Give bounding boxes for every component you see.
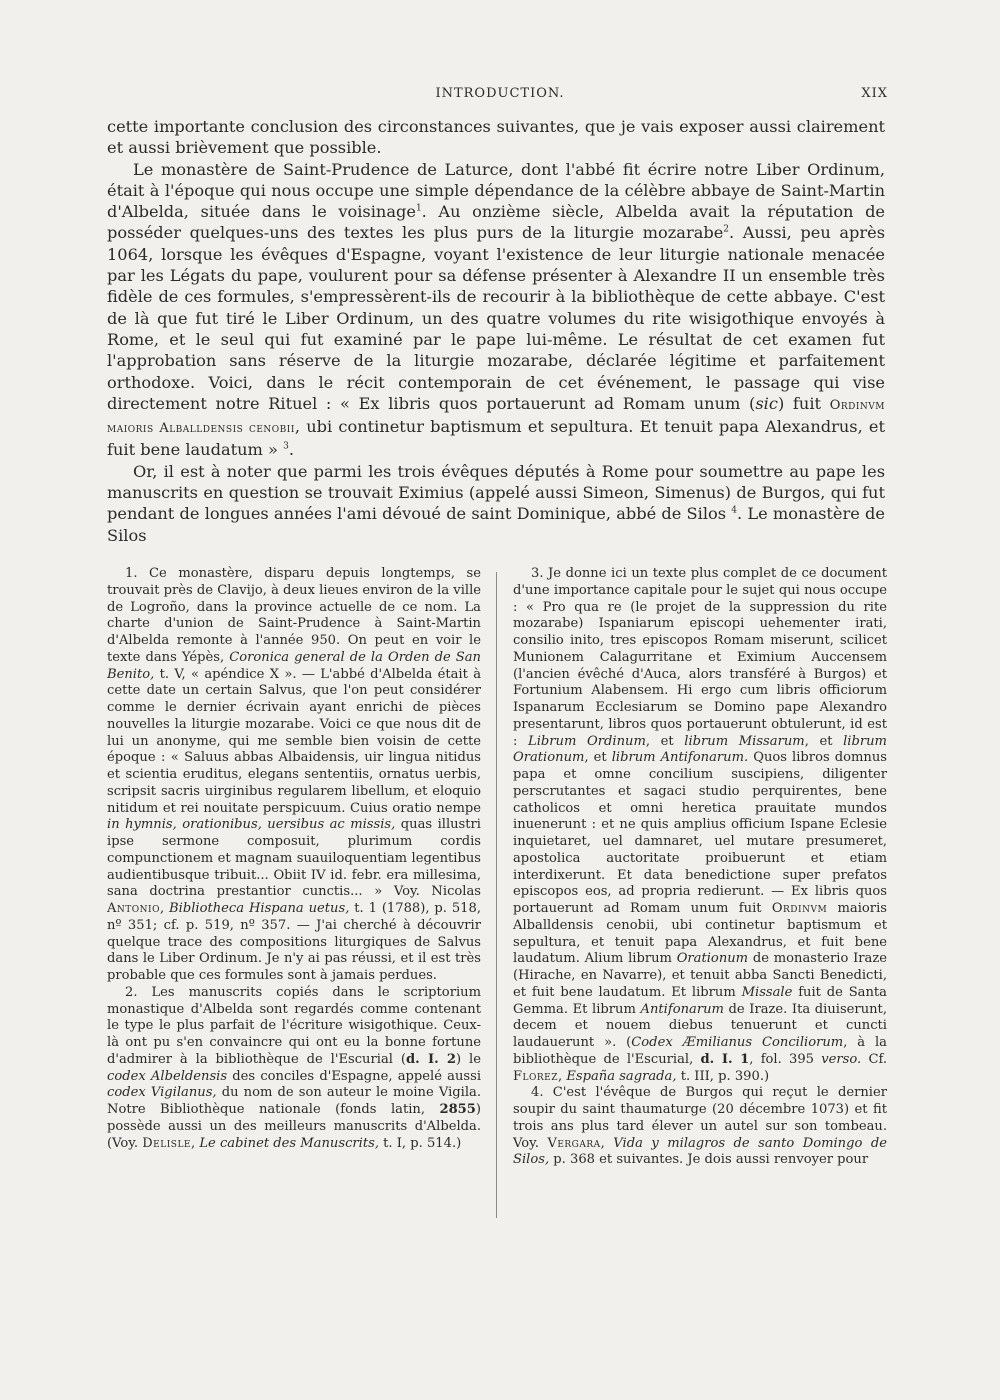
footnote-ref-3[interactable]: 3	[283, 442, 289, 453]
footnote-1: 1. Ce monastère, disparu depuis longtemps, se trouvait près de Clavijo, à deux lieues environ de la ville de Logroño, dans la province actuelle de ce nom. La charte d'union de Saint-Prudence à Saint-Martin d'Albelda remonte à l'année 950. On peut en voir le texte dans Yépès, Coronica general de la Orden de San Benito, t. V, « apéndice X ». — L'abbé d'Albelda était à cette date un certain Salvus, que l'on peut considérer comme le dernier écrivain ayant enrichi de pièces nouvelles la liturgie mozarabe. Voici ce que nous dit de lui un anonyme, qui me semble bien voisin de cette époque : « Saluus abbas Albaidensis, uir lingua nitidus et scientia eruditus, elegans sententiis, ornatus uerbis, scripsit sacris uirginibus regularem libellum, et eloquio nitidum et rei nouitate perspicuum. Cuius oratio nempe in hymnis, orationibus, uersibus ac missis, quas illustri ipse sermone composuit, plurimum cordis compunctionem et magnam suauiloquentiam legentibus audientibusque tribuit... Obiit IV id. febr. era millesima, sana doctrina prestantior cunctis... » Voy. Nicolas Antonio, Bibliotheca Hispana uetus, t. 1 (1788), p. 518, nº 351; cf. p. 519, nº 357. — J'ai cherché à découvrir quelque trace des compositions liturgiques de Salvus dans le Liber Ordinum. Je n'y ai pas réussi, et il est très probable que ces formules sont à jamais perdues.	[107, 566, 482, 983]
footnote-ref-2[interactable]: 2	[723, 225, 730, 236]
paragraph-2: Le monastère de Saint-Prudence de Laturce, dont l'abbé fit écrire notre Liber Ordinum, était à l'époque qui nous occupe une simple dépendance de la célèbre abbaye de Saint-Martin d'Albelda, située dans le voisinage$^1$. Au onzième siècle, Albelda avait la réputation de posséder quelques-uns des textes les plus purs de la liturgie mozarabe$^2$. Aussi, peu après 1064, lorsque les évêques d'Espagne, voyant l'existence de leur liturgie nationale menacée par les Légats du pape, voulurent pour sa défense présenter à Alexandre II un ensemble très fidèle de ces formules, s'empressèrent-ils de recourir à la bibliothèque de cette abbaye. C'est de là que fut tiré le Liber Ordinum, un des quatre volumes du rite wisigothique envoyés à Rome, et le seul qui fut examiné par le pape lui-même. Le résultat de cet examen fut l'approbation sans réserve de la liturgie mozarabe, déclarée légitime et parfaitement orthodoxe. Voici, dans le récit contemporain de cet événement, le passage qui vise directement notre Rituel : « Ex libris quos portauerunt ad Romam unum (sic) fuit Ordinvm maioris Alballdensis cenobii, ubi continetur baptismum et sepultura. Et tenuit papa Alexandrus, et fuit bene laudatum » $^3$.	[107, 159, 886, 460]
footnote-ref-4[interactable]: 4	[731, 505, 738, 516]
footnotes-right-column	[513, 566, 887, 1169]
paragraph-3: Or, il est à noter que parmi les trois évêques députés à Rome pour soumettre au pape les manuscrits en question se trouvait Eximius (appelé aussi Simeon, Simenus) de Burgos, qui fut pendant de longues années l'ami dévoué de saint Dominique, abbé de Silos $^4$. Le monastère de Silos	[107, 461, 885, 545]
running-head	[0, 86, 1000, 106]
footnote-2: 2. Les manuscrits copiés dans le scriptorium monastique d'Albelda sont regardés comme contenant le type le plus parfait de l'écriture wisigothique. Ceux-là ont pu s'en convaincre qui ont eu la bonne fortune d'admirer à la bibliothèque de l'Escurial (d. I. 2) le codex Albeldensis des conciles d'Espagne, appelé aussi codex Vigilanus, du nom de son auteur le moine Vigila. Notre Bibliothèque nationale (fonds latin, 2855) possède aussi un des meilleurs manuscrits d'Albelda. (Voy. Delisle, Le cabinet des Manuscrits, t. I, p. 514.)	[107, 984, 482, 1151]
paragraph-1: cette importante conclusion des circonstances suivantes, que je vais exposer aussi clairement et aussi brièvement que possible.	[107, 117, 885, 158]
footnote-ref-1[interactable]: 1	[415, 203, 422, 214]
footnote-4: 4. C'est l'évêque de Burgos qui reçut le dernier soupir du saint thaumaturge (20 décembre 1073) et fit trois ans plus tard élever un autel sur son tombeau. Voy. Vergara, Vida y milagros de santo Domingo de Silos, p. 368 et suivantes. Je dois aussi renvoyer pour	[513, 1085, 887, 1168]
page-number: XIX	[861, 86, 888, 101]
main-text	[107, 116, 885, 546]
footnotes-left-column	[107, 566, 481, 1152]
footnotes-area	[107, 566, 888, 1222]
footnote-3: 3. Je donne ici un texte plus complet de ce document d'une importance capitale pour le sujet qui nous occupe : « Pro qua re (le projet de la suppression du rite mozarabe) Ispaniarum episcopi uehementer irati, consilio inito, tres episcopos Romam miserunt, scilicet Munionem Calagurritane et Eximium Auccensem (l'ancien évêché d'Auca, alors transféré à Burgos) et Fortunium Alabensem. Hi ergo cum libris officiorum Ispanarum Ecclesiarum se Domino pape Alexandro presentarunt, libros quos portauerunt obtulerunt, id est : Librum Ordinum, et librum Missarum, et librum Orationum, et librum Antifonarum. Quos libros domnus papa et omne concilium suscipiens, diligenter perscrutantes et sagaci studio perquirentes, bene catholicos et omni heretica prauitate mundos inuenerunt : et ne quis amplius officium Ispane Eclesie inquietaret, uel damnaret, uel mutare presumeret, apostolica auctoritate proibuerunt et etiam interdixerunt. Et data benedictione super prefatos episcopos eos, ad propria redierunt. — Ex libris quos portauerunt ad Romam unum fuit Ordinvm maioris Alballdensis cenobii, ubi continetur baptismum et sepultura, et tenuit papa Alexandrus, et fuit bene laudatum. Alium librum Orationum de monasterio Iraze (Hirache, en Navarre), et tenuit abba Sancti Benedicti, et fuit bene laudatum. Et librum Missale fuit de Santa Gemma. Et librum Antifonarum de Iraze. Ita diuiserunt, decem et nouem diebus tenuerunt et cuncti laudauerunt ». (Codex Æmilianus Conciliorum, à la bibliothèque de l'Escurial, d. I. 1, fol. 395 verso. Cf. Florez, España sagrada, t. III, p. 390.)	[513, 566, 888, 1084]
column-divider	[496, 572, 497, 1218]
running-title: INTRODUCTION.	[435, 86, 565, 101]
